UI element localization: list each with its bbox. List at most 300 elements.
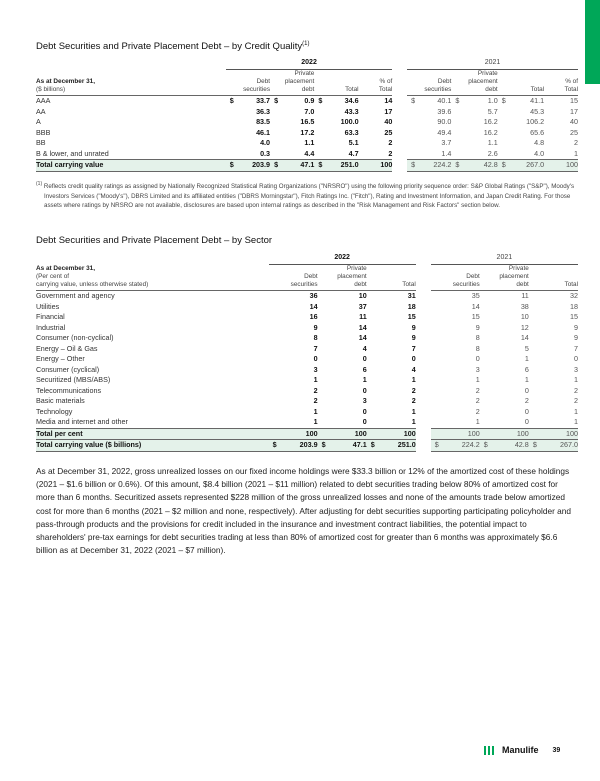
currency-symbol: [480, 428, 493, 440]
currency-symbol: [367, 312, 380, 323]
currency-symbol: [431, 302, 444, 313]
currency-symbol: [480, 291, 493, 302]
value-p_total: 267.0: [512, 160, 544, 172]
currency-symbol: [529, 407, 542, 418]
value-p_pct: 100: [544, 160, 578, 172]
value-p_pct: 2: [574, 138, 578, 147]
table-row: [36, 96, 578, 107]
value-p_debt: 3: [475, 364, 480, 374]
currency-symbol: [226, 128, 239, 139]
table-row: [36, 323, 578, 334]
value-c_total: 4: [411, 364, 416, 374]
currency-symbol: [318, 302, 331, 313]
row-label: Energy – Other: [36, 354, 85, 363]
currency-symbol: [529, 428, 542, 440]
value-c_pct: 17: [384, 106, 393, 116]
row-label: Total carrying value ($ billions): [36, 440, 269, 452]
column-gap: [416, 291, 431, 302]
currency-symbol: [407, 138, 420, 149]
currency-symbol: $: [229, 96, 234, 105]
value-c_total: 15: [407, 312, 416, 321]
value-c_pp: 10: [358, 291, 367, 300]
currency-symbol: [270, 149, 283, 160]
value-p_pp: 0: [524, 385, 529, 395]
currency-symbol: [451, 117, 466, 128]
currency-symbol: $: [451, 160, 466, 172]
value-p_pp: 10: [520, 312, 529, 321]
value-p_debt: 39.6: [437, 106, 452, 116]
currency-symbol: [480, 344, 493, 355]
currency-symbol: $: [501, 96, 506, 105]
column-gap: [416, 354, 431, 365]
row-header: As at December 31, ($ billions): [36, 70, 226, 96]
row-label: Financial: [36, 312, 65, 321]
currency-symbol: [318, 291, 331, 302]
currency-symbol: [498, 128, 513, 139]
currency-symbol: [269, 407, 282, 418]
value-p_pp: 1: [524, 375, 529, 384]
currency-symbol: [431, 365, 444, 376]
sector-row-header: As at December 31, (Per cent of carrying value, unless otherwise stated): [36, 265, 269, 291]
sector-col-pp-2021: Private placement debt: [480, 265, 529, 291]
value-p_pp: 1.0: [487, 96, 498, 105]
column-gap: [392, 160, 407, 172]
value-c_debt: 83.5: [256, 117, 271, 126]
value-c_pp: 0: [362, 406, 367, 416]
currency-symbol: [367, 407, 380, 418]
currency-symbol: [431, 323, 444, 334]
currency-symbol: [318, 375, 331, 386]
row-label: A: [36, 117, 41, 126]
value-p_total: 9: [574, 322, 578, 332]
value-c_pp: 7.0: [304, 106, 315, 116]
sector-title: Debt Securities and Private Placement Debt – by Sector: [36, 235, 273, 246]
column-gap: [416, 344, 431, 355]
currency-symbol: [318, 344, 331, 355]
value-c_total: 7: [411, 343, 416, 353]
row-label: Media and internet and other: [36, 417, 128, 426]
currency-symbol: [367, 375, 380, 386]
row-label: BB: [36, 138, 46, 147]
col-debt-securities: Debt securities: [226, 70, 270, 96]
table-row: [36, 149, 578, 160]
column-gap: [392, 117, 407, 128]
currency-symbol: [314, 128, 327, 139]
value-c_total: 100.0: [340, 117, 359, 126]
row-label: Total carrying value: [36, 160, 226, 172]
currency-symbol: [270, 107, 283, 118]
value-c_debt: 1: [313, 417, 318, 426]
row-label: Total per cent: [36, 428, 269, 440]
currency-symbol: [270, 138, 283, 149]
value-p_total: 15: [570, 312, 578, 321]
currency-symbol: [269, 375, 282, 386]
currency-symbol: [431, 291, 444, 302]
currency-symbol: [529, 302, 542, 313]
value-c_pp: 0.9: [304, 96, 315, 105]
row-label: Consumer (non-cyclical): [36, 333, 114, 342]
value-c_pp: 14: [358, 322, 367, 332]
currency-symbol: [431, 407, 444, 418]
currency-symbol: [431, 375, 444, 386]
column-gap: [416, 365, 431, 376]
value-p_total: 2: [574, 396, 578, 405]
value-p_pct: 40: [570, 117, 578, 126]
value-p_pp: 14: [520, 333, 529, 342]
col-private-placement-2021: Private placement debt: [451, 70, 497, 96]
value-p_pp: 0: [524, 417, 529, 426]
currency-symbol: [367, 344, 380, 355]
value-p_debt: 8: [475, 333, 480, 342]
row-label: Basic materials: [36, 396, 85, 405]
table-row: [36, 396, 578, 407]
currency-symbol: $: [270, 160, 283, 172]
sector-year-2022: 2022: [269, 251, 416, 265]
table-row: [36, 138, 578, 149]
value-p_pp: 38: [520, 301, 529, 311]
column-gap: [416, 417, 431, 428]
currency-symbol: [318, 365, 331, 376]
value-p_pp: 5: [524, 343, 529, 353]
currency-symbol: [270, 128, 283, 139]
col-total-2021: Total: [498, 70, 544, 96]
value-p_pp: 2: [524, 396, 529, 405]
value-c_debt: 36: [309, 291, 318, 300]
value-p_pp: 16.2: [483, 117, 498, 126]
column-gap: [416, 333, 431, 344]
value-c_debt: 46.1: [256, 127, 271, 137]
value-p_total: 0: [574, 354, 578, 363]
value-p_debt: 40.1: [437, 96, 452, 105]
value-p_total: 1: [574, 406, 578, 416]
value-p_total: 2: [574, 385, 578, 395]
currency-symbol: [498, 138, 513, 149]
column-gap: [416, 375, 431, 386]
currency-symbol: [367, 333, 380, 344]
currency-symbol: [431, 396, 444, 407]
value-c_pp: 1: [362, 375, 367, 384]
page-footer: [484, 745, 560, 755]
currency-symbol: [480, 375, 493, 386]
currency-symbol: [431, 344, 444, 355]
sector-col-debt: Debt securities: [269, 265, 318, 291]
table-row: [36, 386, 578, 397]
value-p_debt: 224.2: [443, 440, 479, 452]
value-c_pp: 3: [362, 396, 367, 405]
value-p_total: 7: [574, 343, 578, 353]
unrealized-losses-paragraph: As at December 31, 2022, gross unrealized losses on our fixed income holdings were $33.3 billion or 12% of the amortized cost of these holdings (2021 – $1.6 billion or 0.6%). Of this amount, $8.4 billion (2021 – $11 million) related to debt securities trading below 80% of amortized cost for more than 6 months. Securitized assets represented $228 million of the gross unrealized losses and none of the amounts trade below amortized cost for more than 6 months (2021 – $2 million and none, respectively). After adjusting for debt securities supporting participating policyholder and pass-through products and the provisions for credit included in the insurance and investment contract liabilities, the potential impact to shareholders' pre-tax earnings for debt securities trading at less than 80% of amortized cost for greater than 6 months was approximately $6.6 billion as at December 31, 2022 (2021 – $7 million).: [36, 466, 571, 556]
table-row: [36, 312, 578, 323]
currency-symbol: [318, 333, 331, 344]
currency-symbol: $: [274, 96, 279, 105]
value-c_total: 1: [411, 406, 416, 416]
value-c_pct: 2: [388, 138, 393, 147]
value-c_debt: 4.0: [260, 138, 271, 147]
value-p_debt: 1.4: [441, 148, 452, 158]
value-c_total: 63.3: [344, 127, 359, 137]
currency-symbol: [451, 128, 466, 139]
currency-symbol: [451, 149, 466, 160]
currency-symbol: [226, 117, 239, 128]
currency-symbol: [270, 117, 283, 128]
currency-symbol: $: [498, 160, 513, 172]
currency-symbol: [480, 396, 493, 407]
value-c_total: 100: [380, 428, 416, 440]
value-c_pp: 17.2: [300, 127, 315, 137]
currency-symbol: [407, 149, 420, 160]
value-c_pp: 4.4: [304, 148, 315, 158]
value-c_total: 9: [411, 322, 416, 332]
row-label: AAA: [36, 96, 51, 105]
value-c_total: 5.1: [348, 138, 359, 147]
value-p_total: 100: [542, 428, 578, 440]
value-p_total: 267.0: [542, 440, 578, 452]
currency-symbol: [367, 323, 380, 334]
currency-symbol: [269, 333, 282, 344]
currency-symbol: [269, 344, 282, 355]
currency-symbol: [480, 302, 493, 313]
currency-symbol: [269, 312, 282, 323]
currency-symbol: [480, 407, 493, 418]
row-label: Energy – Oil & Gas: [36, 343, 98, 353]
table-row: [36, 354, 578, 365]
table-row: [36, 117, 578, 128]
currency-symbol: $: [407, 160, 420, 172]
col-pct-total: % of Total: [359, 70, 393, 96]
column-gap: [416, 428, 431, 440]
value-c_pp: 0: [362, 385, 367, 395]
currency-symbol: [431, 312, 444, 323]
col-pct-total-2021: % of Total: [544, 70, 578, 96]
value-c_total: 43.3: [344, 106, 359, 116]
currency-symbol: [269, 396, 282, 407]
currency-symbol: $: [226, 160, 239, 172]
value-c_total: 18: [407, 301, 416, 311]
value-p_total: 1: [574, 417, 578, 426]
value-p_debt: 2: [475, 406, 480, 416]
value-p_pp: 1.1: [487, 138, 498, 147]
value-p_pct: 25: [570, 127, 578, 137]
brand-name: Manulife: [502, 745, 539, 755]
currency-symbol: [367, 386, 380, 397]
row-label: Technology: [36, 406, 73, 416]
credit-quality-footnote: $^{(1)}$ Reflects credit quality ratings as assigned by Nationally Recognized Statistical Rating Organizations ("NRSRO") using the following priority sequence order: S&P Global Ratings ("S&P"), Moody's Investors Services ("Moody's"), DBRS Limited and its affiliated entities ("DBRS Morningstar"), Fitch Ratings Inc. ("Fitch"), Rating and Investment Information, and Japan Credit Rating. For those assets where ratings by NRSRO are not available, disclosures are based upon internal ratings as described in the "Risk Management and Risk Factors" section below.: [36, 181, 575, 210]
col-private-placement: Private placement debt: [270, 70, 314, 96]
currency-symbol: $: [411, 96, 416, 105]
currency-symbol: [269, 417, 282, 428]
value-p_debt: 8: [475, 343, 480, 353]
value-p_total: 9: [574, 333, 578, 342]
currency-symbol: $: [431, 440, 444, 452]
currency-symbol: [318, 323, 331, 334]
currency-symbol: $: [480, 440, 493, 452]
currency-symbol: [529, 417, 542, 428]
currency-symbol: $: [314, 160, 327, 172]
currency-symbol: [529, 365, 542, 376]
column-gap: [416, 396, 431, 407]
value-c_total: 1: [411, 375, 416, 384]
row-label: B & lower, and unrated: [36, 148, 109, 158]
value-c_debt: 2: [313, 385, 318, 395]
value-p_pp: 5.7: [487, 106, 498, 116]
value-c_debt: 33.7: [256, 96, 271, 105]
currency-symbol: [269, 386, 282, 397]
currency-symbol: $: [318, 440, 331, 452]
currency-symbol: [318, 396, 331, 407]
currency-symbol: $: [529, 440, 542, 452]
sector-col-debt-2021: Debt securities: [431, 265, 480, 291]
value-p_debt: 49.4: [437, 127, 452, 137]
column-gap: [392, 96, 407, 107]
currency-symbol: [431, 428, 444, 440]
row-label: Telecommunications: [36, 385, 102, 395]
currency-symbol: [226, 138, 239, 149]
value-c_pct: 2: [388, 148, 393, 158]
value-p_debt: 224.2: [420, 160, 452, 172]
column-gap: [416, 440, 431, 452]
value-p_total: 32: [570, 291, 578, 300]
col-total: Total: [314, 70, 358, 96]
value-c_pp: 11: [359, 312, 367, 321]
value-c_pp: 0: [362, 354, 367, 363]
currency-symbol: [480, 386, 493, 397]
value-p_debt: 2: [475, 385, 480, 395]
row-label: AA: [36, 106, 46, 116]
currency-symbol: [498, 107, 513, 118]
value-c_debt: 14: [309, 301, 318, 311]
sector-year-2021: 2021: [431, 251, 578, 265]
value-p_pp: 11: [521, 291, 529, 300]
table-row: [36, 107, 578, 118]
value-p_debt: 1: [475, 375, 480, 384]
value-p_total: 106.2: [526, 117, 545, 126]
value-c_debt: 203.9: [281, 440, 317, 452]
currency-symbol: [318, 407, 331, 418]
value-p_total: 45.3: [530, 106, 545, 116]
value-c_pp: 0: [362, 417, 367, 426]
currency-symbol: [431, 417, 444, 428]
column-gap: [416, 386, 431, 397]
value-p_debt: 14: [471, 301, 480, 311]
currency-symbol: [269, 354, 282, 365]
currency-symbol: [407, 117, 420, 128]
value-c_total: 34.6: [344, 96, 359, 105]
value-p_debt: 3.7: [441, 138, 452, 147]
value-p_debt: 35: [471, 291, 480, 300]
column-gap: [416, 302, 431, 313]
value-p_total: 3: [574, 364, 578, 374]
currency-symbol: [269, 302, 282, 313]
value-c_total: 251.0: [327, 160, 359, 172]
currency-symbol: [480, 354, 493, 365]
value-c_total: 2: [411, 385, 416, 395]
value-p_debt: 2: [475, 396, 480, 405]
value-p_pp: 42.8: [466, 160, 498, 172]
value-c_pp: 4: [362, 343, 367, 353]
value-c_total: 1: [411, 417, 416, 426]
currency-symbol: [407, 128, 420, 139]
table-row: [36, 344, 578, 355]
col-debt-securities-2021: Debt securities: [407, 70, 451, 96]
table-row: [36, 333, 578, 344]
value-c_pp: 47.1: [283, 160, 315, 172]
currency-symbol: [318, 312, 331, 323]
value-c_debt: 2: [313, 396, 318, 405]
value-p_total: 1: [574, 375, 578, 384]
row-label: Utilities: [36, 301, 60, 311]
value-c_debt: 16: [309, 312, 318, 321]
currency-symbol: [367, 396, 380, 407]
currency-symbol: [367, 365, 380, 376]
column-gap: [416, 323, 431, 334]
value-c_total: 4.7: [348, 148, 359, 158]
table-row: [36, 128, 578, 139]
column-gap: [392, 128, 407, 139]
value-p_pp: 100: [493, 428, 529, 440]
currency-symbol: [431, 354, 444, 365]
value-p_total: 65.6: [530, 127, 545, 137]
table-row: [36, 375, 578, 386]
year-2022: 2022: [226, 56, 393, 70]
credit-quality-title: Debt Securities and Private Placement Debt – by Credit Quality$^{(1)}$: [36, 41, 310, 53]
value-c_debt: 7: [313, 343, 318, 353]
currency-symbol: [318, 417, 331, 428]
value-p_total: 4.0: [534, 148, 545, 158]
total-row: [36, 428, 578, 440]
value-p_pp: 42.8: [493, 440, 529, 452]
currency-symbol: [529, 396, 542, 407]
row-label: Government and agency: [36, 291, 115, 300]
currency-symbol: [314, 138, 327, 149]
currency-symbol: [431, 386, 444, 397]
column-gap: [392, 107, 407, 118]
row-label: BBB: [36, 127, 51, 137]
table-row: [36, 291, 578, 302]
currency-symbol: [367, 428, 380, 440]
table-row: [36, 365, 578, 376]
currency-symbol: [451, 107, 466, 118]
value-c_total: 2: [411, 396, 416, 405]
currency-symbol: [318, 428, 331, 440]
value-p_pct: 1: [574, 148, 578, 158]
currency-symbol: [480, 417, 493, 428]
value-p_total: 18: [570, 301, 578, 311]
value-c_pct: 40: [384, 117, 393, 126]
sector-col-total: Total: [367, 265, 416, 291]
row-label: Industrial: [36, 322, 66, 332]
currency-symbol: [314, 117, 327, 128]
currency-symbol: [269, 323, 282, 334]
brand-side-tab: [585, 0, 600, 84]
currency-symbol: [431, 333, 444, 344]
currency-symbol: [407, 107, 420, 118]
value-c_total: 31: [407, 291, 416, 300]
value-p_pp: 1: [524, 354, 529, 363]
value-c_pp: 47.1: [330, 440, 366, 452]
currency-symbol: $: [269, 440, 282, 452]
value-c_debt: 0.3: [260, 148, 271, 158]
value-p_total: 41.1: [530, 96, 545, 105]
column-gap: [416, 407, 431, 418]
value-p_pp: 6: [524, 364, 529, 374]
value-c_total: 9: [411, 333, 416, 342]
currency-symbol: $: [455, 96, 460, 105]
currency-symbol: [367, 291, 380, 302]
currency-symbol: [480, 312, 493, 323]
currency-symbol: [367, 354, 380, 365]
currency-symbol: [367, 302, 380, 313]
currency-symbol: [529, 312, 542, 323]
